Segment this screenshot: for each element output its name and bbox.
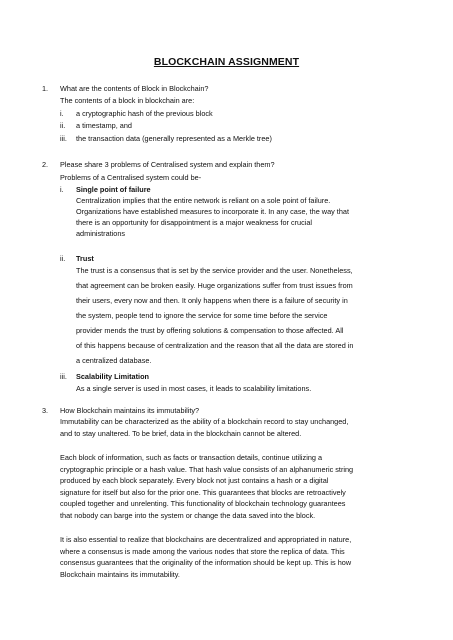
q2-item-num: iii.: [60, 372, 67, 381]
q2-item-line: The trust is a consensus that is set by the service provider and the user. Nonetheless,: [76, 266, 353, 275]
q2-item-line: a centralized database.: [76, 356, 152, 365]
q3-paragraph-line: Immutability can be characterized as the ability of a blockchain record to stay unchanged,: [60, 417, 349, 426]
q3-paragraph-line: that nobody can barge into the system or change the data saved into the block.: [60, 511, 316, 520]
q2-item-line: their users, every now and then. It only happens when there is a failure of security in: [76, 296, 348, 305]
q1-item-num: iii.: [60, 134, 67, 143]
q2-intro: Problems of a Centralised system could be-: [60, 173, 202, 182]
q2-item-heading: Single point of failure: [76, 185, 151, 194]
q1-item-num: ii.: [60, 121, 66, 130]
q2-item-line: Centralization implies that the entire network is reliant on a sole point of failure.: [76, 196, 331, 205]
q2-item-line: of this happens because of centralization and the reason that all the data are stored in: [76, 341, 354, 350]
q3-paragraph-line: Each block of information, such as facts or transaction details, continue utilizing a: [60, 453, 323, 462]
q3-paragraph-line: and to stay unaltered. To be brief, data in the blockchain cannot be altered.: [60, 429, 302, 438]
q1-item-text: the transaction data (generally represented as a Merkle tree): [76, 134, 272, 143]
q3-paragraph-line: consensus guarantees that the originality of the information should be kept up. This is how: [60, 558, 352, 567]
q1-question: What are the contents of Block in Blockchain?: [60, 84, 209, 93]
q2-item-num: i.: [60, 185, 64, 194]
q2-item-line: Organizations have established measures to incorporate it. In any case, the way that: [76, 207, 349, 216]
q2-number: 2.: [42, 160, 49, 169]
q3-number: 3.: [42, 406, 49, 415]
q2-question: Please share 3 problems of Centralised system and explain them?: [60, 160, 275, 169]
q3-paragraph-line: produced by each block separately. Every block not just contains a hash or a digital: [60, 476, 329, 485]
q3-question: How Blockchain maintains its immutability?: [60, 406, 200, 415]
q1-item-text: a timestamp, and: [76, 121, 132, 130]
q3-paragraph-line: It is also essential to realize that blockchains are decentralized and appropriated in nature,: [60, 535, 352, 544]
q2-item-line: there is an opportunity for disappointment is a major weakness for crucial: [76, 218, 313, 227]
q2-item-line: that agreement can be broken easily. Huge organizations suffer from trust issues from: [76, 281, 353, 290]
q2-item-line: administrations: [76, 229, 126, 238]
q3-paragraph-line: cryptographic principle or a hash value. That hash value consists of an alphanumeric string: [60, 465, 354, 474]
q3-paragraph-line: Blockchain maintains its immutability.: [60, 570, 180, 579]
q3-paragraph-line: coupled together and unrelenting. This functionality of blockchain technology guarantees: [60, 499, 346, 508]
q2-item-line: the system, people tend to ignore the service for some time before the service: [76, 311, 328, 320]
q2-item-heading: Scalability Limitation: [76, 372, 149, 381]
q1-item-num: i.: [60, 109, 64, 118]
q2-item-line: provider mends the trust by offering solutions & compensation to those affected. All: [76, 326, 344, 335]
q2-item-heading: Trust: [76, 254, 94, 263]
q1-number: 1.: [42, 84, 49, 93]
document-title: BLOCKCHAIN ASSIGNMENT: [153, 56, 300, 68]
q1-item-text: a cryptographic hash of the previous block: [76, 109, 213, 118]
q1-intro: The contents of a block in blockchain are:: [60, 96, 195, 105]
q3-paragraph-line: signature for itself but also for the prior one. This guarantees that blocks are retroactively: [60, 488, 346, 497]
q3-paragraph-line: where a consensus is made among the various nodes that store the replica of data. This: [60, 547, 345, 556]
q2-item-num: ii.: [60, 254, 66, 263]
q2-item-line: As a single server is used in most cases, it leads to scalability limitations.: [76, 384, 312, 393]
